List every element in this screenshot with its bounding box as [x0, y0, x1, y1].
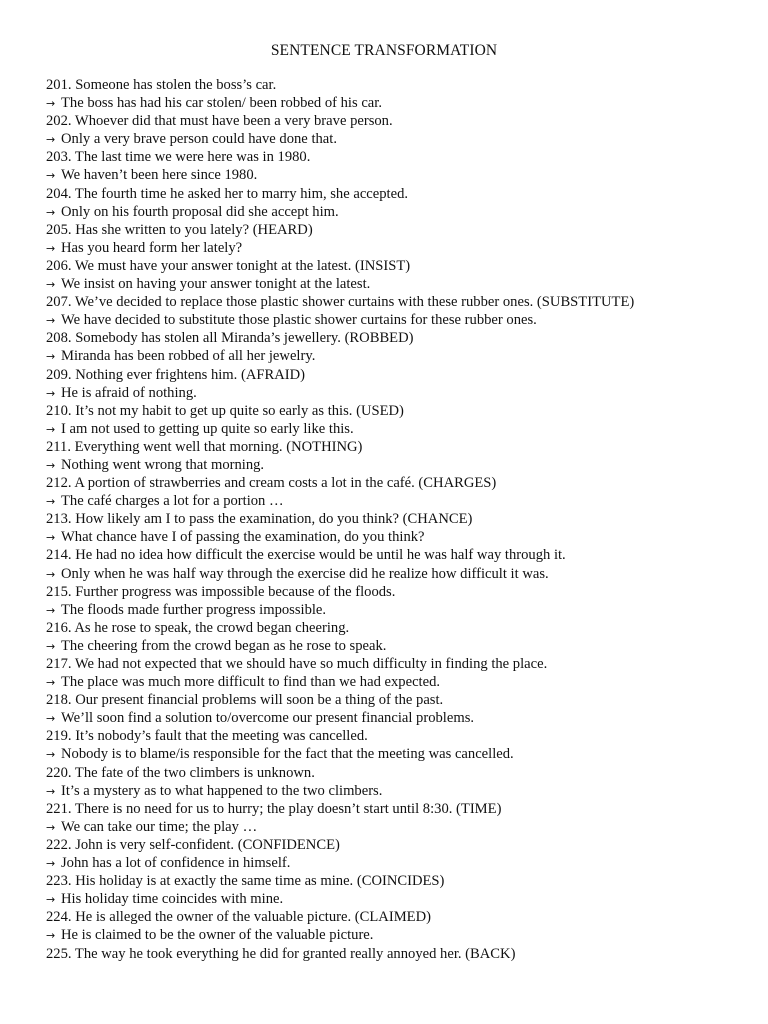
question-line: 206. We must have your answer tonight at the latest. (INSIST)	[46, 257, 411, 274]
answer-text: Nothing went wrong that morning.	[61, 456, 265, 473]
question-line: 204. The fourth time he asked her to marry him, she accepted.	[46, 185, 409, 202]
answer-text: The boss has had his car stolen/ been robbed of his car.	[61, 95, 382, 112]
arrow-right-icon: →	[46, 205, 56, 219]
arrow-right-icon: →	[46, 314, 56, 328]
arrow-right-icon: →	[46, 748, 56, 762]
answer-line	[46, 745, 762, 763]
answer-text: We’ll soon find a solution to/overcome our present financial problems.	[61, 710, 475, 727]
arrow-right-icon: →	[46, 929, 56, 943]
answer-text: We can take our time; the play …	[61, 818, 258, 835]
answer-text: John has a lot of confidence in himself.	[61, 855, 291, 872]
question-line: 212. A portion of strawberries and cream costs a lot in the café. (CHARGES)	[46, 475, 497, 492]
answer-line	[46, 275, 762, 293]
arrow-right-icon: →	[46, 241, 56, 255]
answer-line	[46, 601, 762, 619]
arrow-right-icon: →	[46, 531, 56, 545]
answer-text: We have decided to substitute those plastic shower curtains for these rubber ones.	[61, 312, 537, 329]
answer-text: He is claimed to be the owner of the valuable picture.	[61, 927, 374, 944]
arrow-right-icon: →	[46, 97, 56, 111]
question-line: 216. As he rose to speak, the crowd began cheering.	[46, 619, 350, 636]
answer-text: The cheering from the crowd began as he rose to speak.	[61, 637, 387, 654]
arrow-right-icon: →	[46, 386, 56, 400]
answer-line	[46, 347, 762, 365]
question-line: 225. The way he took everything he did for granted really annoyed her. (BACK)	[46, 945, 516, 962]
arrow-right-icon: →	[46, 422, 56, 436]
question-line: 217. We had not expected that we should have so much difficulty in finding the place.	[46, 656, 548, 672]
answer-line	[46, 311, 762, 329]
answer-line	[46, 456, 762, 474]
answer-text: It’s a mystery as to what happened to the two climbers.	[61, 782, 383, 799]
arrow-right-icon: →	[46, 278, 56, 292]
answer-line	[46, 528, 762, 546]
answer-line	[46, 854, 762, 872]
answer-text: I am not used to getting up quite so early like this.	[61, 420, 354, 437]
arrow-right-icon: →	[46, 676, 56, 690]
question-line: 207. We’ve decided to replace those plastic shower curtains with these rubber ones. (SUBSTITUTE)	[46, 294, 635, 311]
answer-line	[46, 166, 762, 184]
answer-line	[46, 492, 762, 510]
question-line: 211. Everything went well that morning. (NOTHING)	[46, 438, 363, 455]
answer-line	[46, 673, 762, 691]
arrow-right-icon: →	[46, 893, 56, 907]
arrow-right-icon: →	[46, 567, 56, 581]
question-line: 215. Further progress was impossible because of the floods.	[46, 583, 396, 600]
answer-text: Only on his fourth proposal did she accept him.	[61, 203, 339, 220]
answer-text: Miranda has been robbed of all her jewelry.	[61, 348, 316, 365]
question-line: 205. Has she written to you lately? (HEARD)	[46, 221, 313, 238]
answer-line	[46, 709, 762, 727]
arrow-right-icon: →	[46, 784, 56, 798]
question-line: 203. The last time we were here was in 1980.	[46, 149, 311, 166]
question-line: 219. It’s nobody’s fault that the meeting was cancelled.	[46, 728, 368, 745]
question-line: 201. Someone has stolen the boss’s car.	[46, 77, 277, 93]
answer-line	[46, 890, 762, 908]
answer-line	[46, 94, 762, 112]
question-line: 210. It’s not my habit to get up quite so early as this. (USED)	[46, 402, 404, 419]
answer-text: What chance have I of passing the examination, do you think?	[61, 529, 425, 546]
answer-text: Has you heard form her lately?	[61, 239, 243, 256]
arrow-right-icon: →	[46, 495, 56, 509]
answer-line	[46, 420, 762, 438]
answer-text: The place was much more difficult to find than we had expected.	[61, 674, 441, 691]
question-line: 213. How likely am I to pass the examination, do you think? (CHANCE)	[46, 511, 473, 528]
question-line: 209. Nothing ever frightens him. (AFRAID)	[46, 366, 306, 383]
arrow-right-icon: →	[46, 639, 56, 653]
question-line: 218. Our present financial problems will soon be a thing of the past.	[46, 692, 444, 709]
question-line: 223. His holiday is at exactly the same time as mine. (COINCIDES)	[46, 873, 445, 890]
arrow-right-icon: →	[46, 350, 56, 364]
answer-line	[46, 782, 762, 800]
arrow-right-icon: →	[46, 820, 56, 834]
answer-line	[46, 239, 762, 257]
answer-text: Only when he was half way through the exercise did he realize how difficult it was.	[61, 565, 549, 582]
question-line: 220. The fate of the two climbers is unknown.	[46, 764, 315, 781]
question-line: 224. He is alleged the owner of the valuable picture. (CLAIMED)	[46, 909, 431, 926]
arrow-right-icon: →	[46, 133, 56, 147]
answer-text: We insist on having your answer tonight at the latest.	[61, 276, 371, 293]
answer-line	[46, 130, 762, 148]
question-line: 208. Somebody has stolen all Miranda’s jewellery. (ROBBED)	[46, 330, 414, 347]
answer-text: He is afraid of nothing.	[61, 384, 197, 401]
page-title: SENTENCE TRANSFORMATION	[270, 42, 498, 59]
answer-line	[46, 926, 762, 944]
arrow-right-icon: →	[46, 169, 56, 183]
answer-text: The café charges a lot for a portion …	[61, 493, 284, 510]
answer-line	[46, 384, 762, 402]
question-line: 214. He had no idea how difficult the exercise would be until he was half way through it.	[46, 547, 566, 564]
arrow-right-icon: →	[46, 857, 56, 871]
answer-text: Nobody is to blame/is responsible for the fact that the meeting was cancelled.	[61, 746, 514, 763]
answer-line	[46, 818, 762, 836]
arrow-right-icon: →	[46, 712, 56, 726]
question-line: 202. Whoever did that must have been a very brave person.	[46, 113, 393, 130]
arrow-right-icon: →	[46, 603, 56, 617]
answer-text: We haven’t been here since 1980.	[61, 167, 258, 184]
answer-line	[46, 565, 762, 583]
answer-text: Only a very brave person could have done that.	[61, 131, 337, 148]
answer-line	[46, 637, 762, 655]
answer-text: His holiday time coincides with mine.	[61, 891, 284, 908]
answer-line	[46, 203, 762, 221]
question-line: 222. John is very self-confident. (CONFIDENCE)	[46, 836, 340, 853]
arrow-right-icon: →	[46, 458, 56, 472]
question-line: 221. There is no need for us to hurry; the play doesn’t start until 8:30. (TIME)	[46, 800, 502, 817]
answer-text: The floods made further progress impossible.	[61, 601, 327, 618]
exercise-list	[46, 76, 762, 963]
